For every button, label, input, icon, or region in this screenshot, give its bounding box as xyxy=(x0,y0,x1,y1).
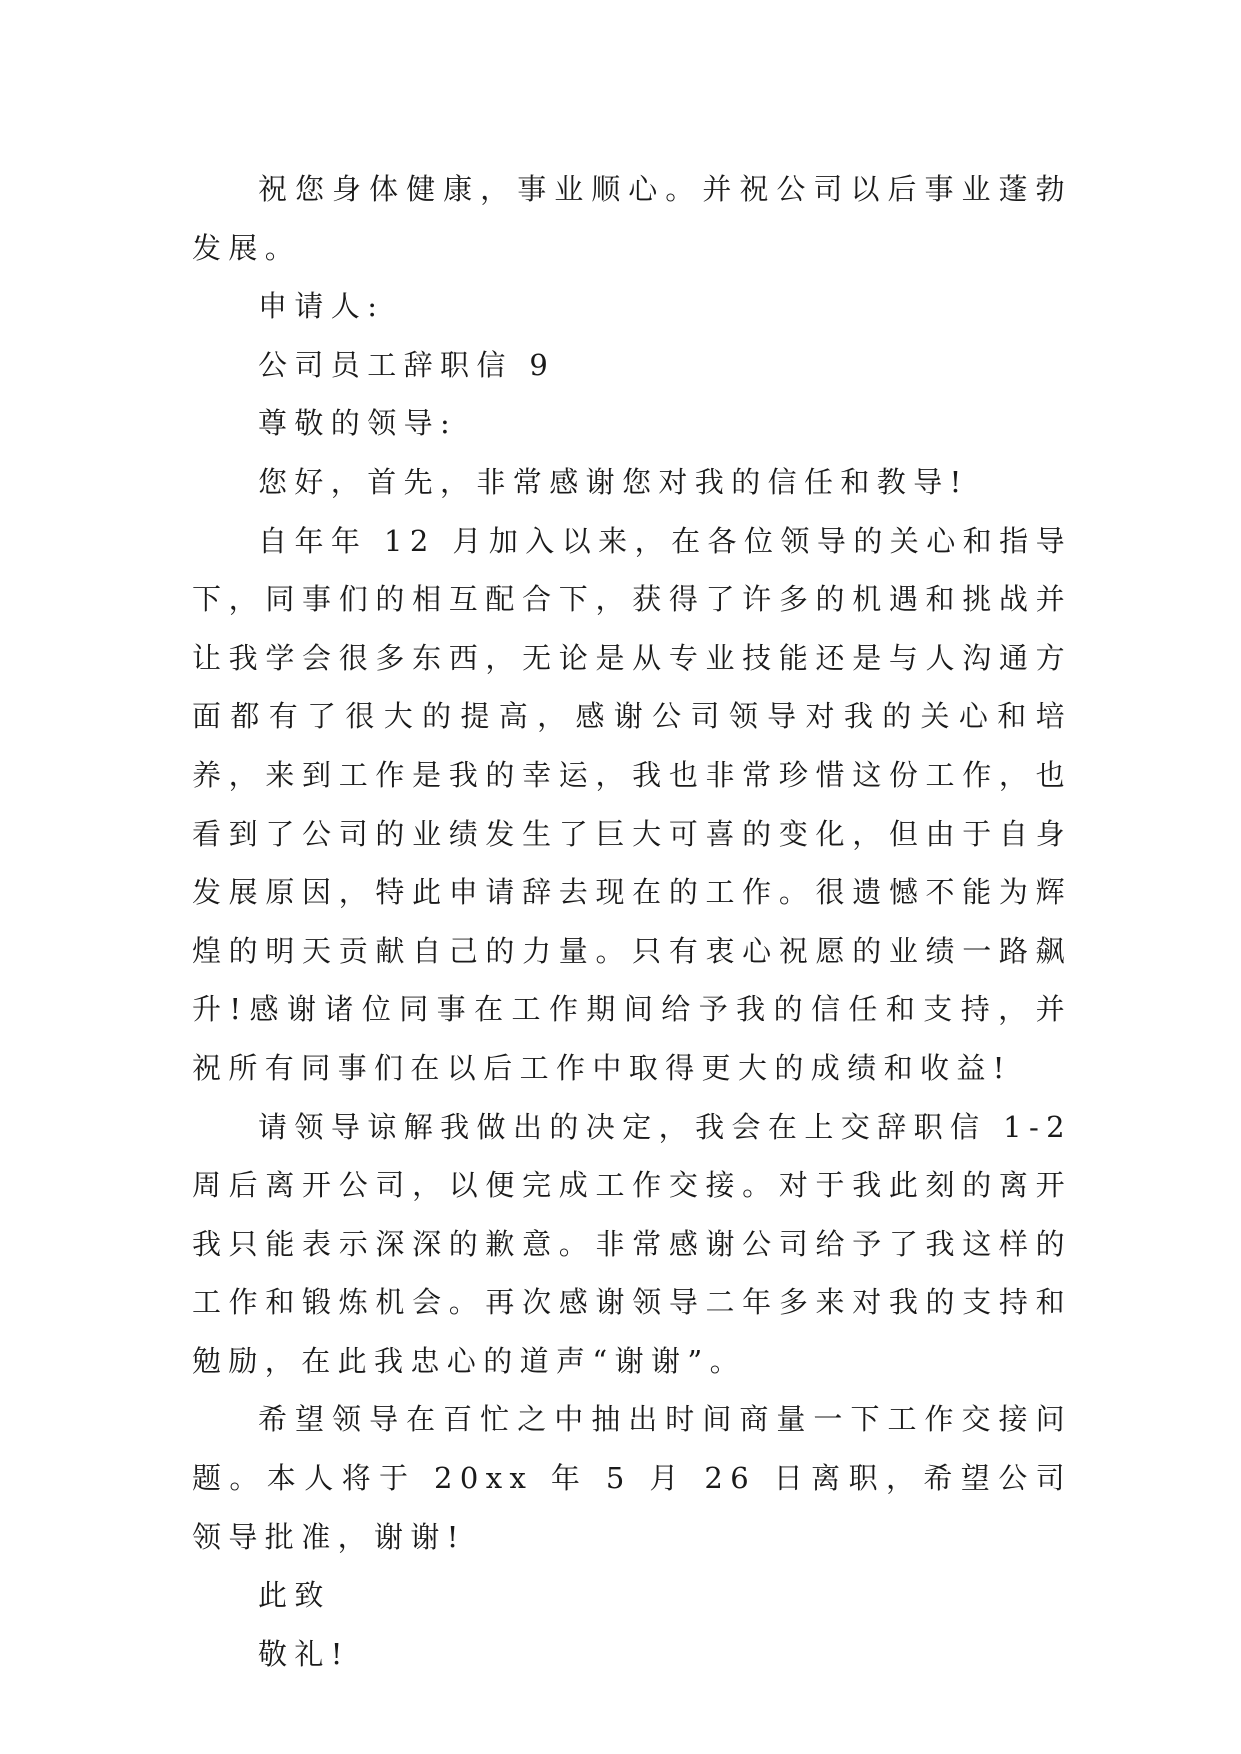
closing-wish-paragraph: 祝您身体健康，事业顺心。并祝公司以后事业蓬勃发展。 xyxy=(192,172,1072,265)
closing-salute: 敬礼! xyxy=(258,1636,350,1671)
body-paragraph-apology: 请领导谅解我做出的决定，我会在上交辞职信 1-2 周后离开公司，以便完成工作交接。对于我此刻的离开我只能表示深深的歉意。非常感谢公司给予了我这样的工作和锻炼机会。再次感谢领导二年多来对我的支持和勉励，在此我忠心的道声“谢谢”。 xyxy=(192,1109,1072,1378)
greeting-paragraph: 您好，首先，非常感谢您对我的信任和教导! xyxy=(258,464,969,499)
letter-body xyxy=(192,160,1072,1683)
letter-title: 公司员工辞职信 9 xyxy=(258,347,556,382)
body-paragraph-experience: 自年年 12 月加入以来，在各位领导的关心和指导下，同事们的相互配合下，获得了许多的机遇和挑战并让我学会很多东西，无论是从专业技能还是与人沟通方面都有了很大的提高，感谢公司领导对我的关心和培养，来到工作是我的幸运，我也非常珍惜这份工作，也看到了公司的业绩发生了巨大可喜的变化，但由于自身发展原因，特此申请辞去现在的工作。很遗憾不能为辉煌的明天贡献自己的力量。只有衷心祝愿的业绩一路飙升!感谢诸位同事在工作期间给予我的信任和支持，并祝所有同事们在以后工作中取得更大的成绩和收益! xyxy=(192,523,1072,1085)
applicant-label: 申请人: xyxy=(258,289,385,324)
body-paragraph-handover: 希望领导在百忙之中抽出时间商量一下工作交接问题。本人将于 20xx 年 5 月 26 日离职，希望公司领导批准，谢谢! xyxy=(192,1402,1072,1554)
salutation: 尊敬的领导: xyxy=(258,406,458,441)
closing-phrase: 此致 xyxy=(258,1578,331,1613)
